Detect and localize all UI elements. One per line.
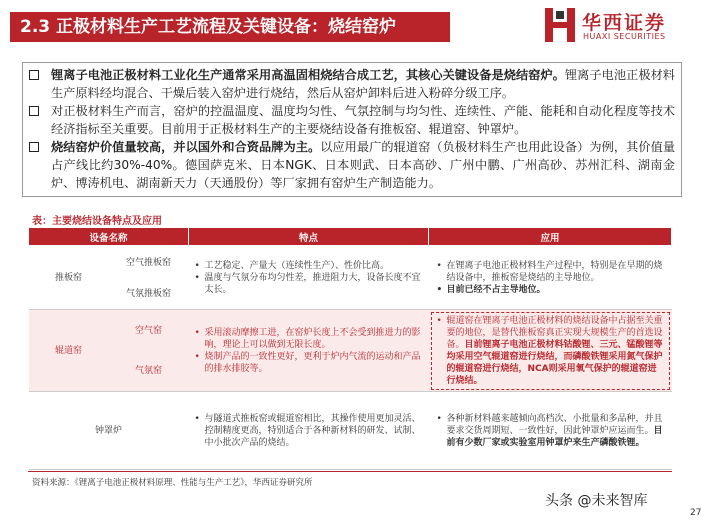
bullet-box bbox=[22, 62, 682, 197]
feature-item: • 温度与气氛分布均匀性差，推进阻力大，设备长度不宜太长。 bbox=[195, 272, 423, 296]
bullet-text: 对正极材料生产而言，窑炉的控温温度、温度均匀性、气氛控制与均匀性、连续性、产能、能耗和自动化程度等技术经济指标至关重要。目前用于正极材料生产的主要烧结设备有推板窑、辊道窑、钟罩炉。 bbox=[51, 104, 675, 136]
application-highlight: 目前锂离子电池正极材料钴酸锂、三元、锰酸锂等均采用空气辊道窑进行烧结，而磷酸铁锂采用氮气保护的辊道窑进行烧结，NCA则采用氧气保护的辊道窑进行烧结。 bbox=[446, 339, 663, 386]
features-cell bbox=[189, 392, 429, 470]
col-header-name: 设备名称 bbox=[29, 228, 189, 246]
features-cell bbox=[189, 246, 429, 310]
page-title: 2.3 正极材料生产工艺流程及关键设备：烧结窑炉 bbox=[10, 12, 450, 42]
checkbox-bullet-icon bbox=[29, 106, 39, 116]
bullet-strong: 锂离子电池正极材料工业化生产通常采用高温固相烧结合成工艺，其核心关键设备是烧结窑炉。 bbox=[51, 68, 565, 82]
bullet-item bbox=[29, 66, 675, 102]
equipment-subtype: 气氛窑 bbox=[109, 352, 189, 392]
application-cell bbox=[429, 392, 672, 470]
company-logo bbox=[545, 6, 695, 46]
table-row bbox=[29, 392, 672, 470]
bullet-strong: 烧结窑炉价值量较高，并以国外和合资品牌为主。 bbox=[51, 140, 321, 154]
application-text: 辊道窑在锂离子电池正极材料的烧结设备中占据至关重要的地位，是替代推板窑真正实现大规模生产的首选设备。 bbox=[446, 315, 663, 350]
table-header-row bbox=[29, 228, 672, 246]
watermark bbox=[545, 490, 647, 510]
checkbox-bullet-icon bbox=[29, 142, 39, 152]
application-highlight: 目前有少数厂家或实验室用钟罩炉来生产磷酸铁锂。 bbox=[446, 425, 663, 448]
equipment-subtype: 空气窑 bbox=[109, 310, 189, 352]
col-header-features: 特点 bbox=[189, 228, 429, 246]
equipment-name: 辊道窑 bbox=[29, 310, 109, 392]
application-cell bbox=[429, 246, 672, 310]
feature-item: • 采用滚动摩擦工进，在窑炉长度上不会受到推进力的影响，理论上可以做到无限长度。 bbox=[195, 327, 423, 351]
application-text: 各种新材料越来越倾向高档次、小批量和多品种，并且要求交货周期短、一致性好，因此钟罩炉应运而生。 bbox=[446, 413, 663, 436]
equipment-name: 推板窑 bbox=[29, 246, 109, 310]
table-row bbox=[29, 310, 672, 352]
table-caption: 表：主要烧结设备特点及应用 bbox=[32, 216, 162, 227]
col-header-application: 应用 bbox=[429, 228, 672, 246]
table-row bbox=[29, 246, 672, 280]
equipment-name: 钟罩炉 bbox=[29, 392, 189, 470]
bullet-item bbox=[29, 102, 675, 138]
application-item: • 在锂离子电池正极材料生产过程中，特别是在早期的烧结设备中，推板窑是烧结的主导地位。 bbox=[437, 260, 664, 284]
bullet-text: 以应用最广的辊道窑（负极材料生产也用此设备）为例，其价值量占产线比约30%-40%。德国萨克米、日本NGK、日本则武、日本高砂、广州中鹏、广州高砂、苏州汇科、湖南金炉、博涛机电、湖南新天力（天通股份）等厂家拥有窑炉生产制造能力。 bbox=[51, 140, 676, 190]
watermark-text: 头条 @未来智库 bbox=[545, 493, 648, 509]
bullet-item bbox=[29, 138, 675, 192]
equipment-subtype: 空气推板窑 bbox=[125, 257, 171, 268]
features-cell bbox=[189, 310, 429, 392]
application-cell bbox=[429, 310, 672, 392]
equipment-table bbox=[28, 227, 672, 470]
footer-divider bbox=[28, 471, 672, 472]
header-bar bbox=[0, 0, 700, 50]
logo-mark-icon bbox=[545, 8, 575, 42]
application-item: • 目前已经不占主导地位。 bbox=[437, 284, 664, 296]
equipment-subtype: 气氛推板窑 bbox=[109, 280, 189, 310]
feature-item: • 烧制产品的一致性更好，更利于炉内气流的运动和产品的排水排胶等。 bbox=[195, 351, 423, 375]
page-number: 27 bbox=[690, 508, 701, 518]
logo-text-en: HUAXI SECURITIES bbox=[583, 32, 666, 41]
checkbox-bullet-icon bbox=[29, 70, 39, 80]
feature-item: • 与隧道式推板窑或辊道窑相比，其操作使用更加灵活、控制精度更高，特别适合于各种新材料的研发、试制、中小批次产品的烧结。 bbox=[195, 413, 423, 449]
bullet-text: 锂离子电池正极材料生产原料经均混合、干燥后装入窑炉进行烧结，然后从窑炉卸料后进入粉碎分级工序。 bbox=[51, 68, 675, 100]
source-note: 资料来源：《锂离子电池正极材料原理、性能与生产工艺》，华西证券研究所 bbox=[32, 478, 313, 488]
feature-item: • 工艺稳定、产量大（连续性生产）、性价比高。 bbox=[195, 260, 423, 272]
application-item bbox=[437, 315, 664, 387]
logo-text-cn: 华西证券 bbox=[582, 12, 667, 34]
application-item bbox=[437, 413, 664, 449]
